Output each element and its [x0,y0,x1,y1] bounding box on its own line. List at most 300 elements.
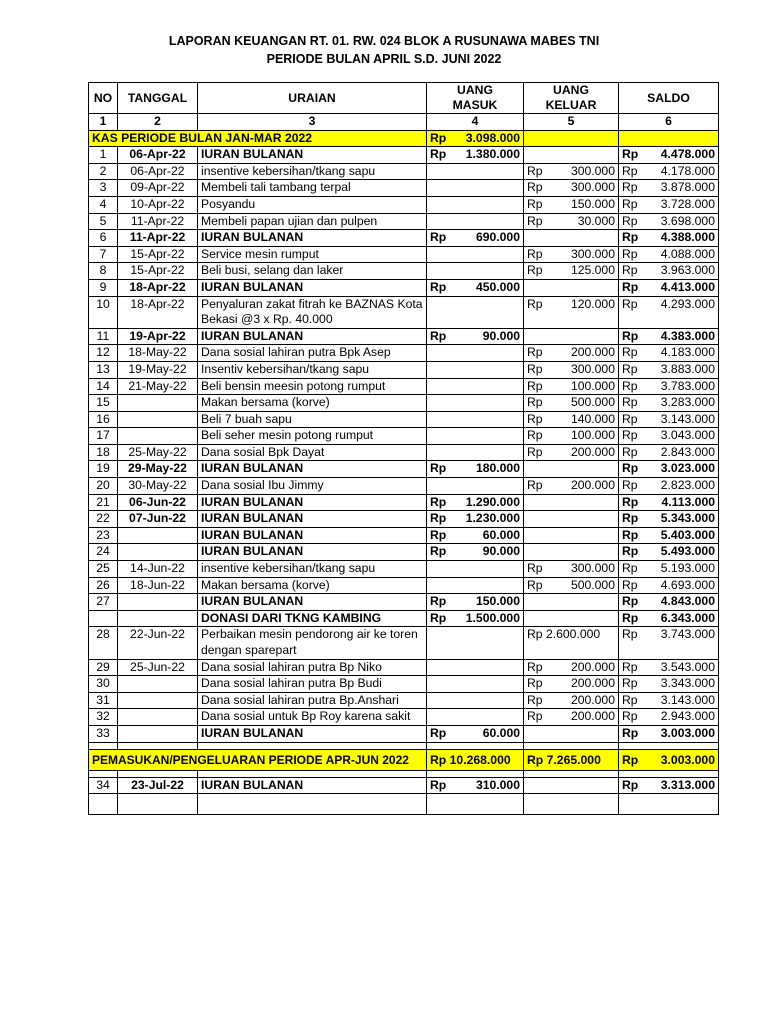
row-saldo-value: 3.543.000 [660,659,715,674]
row-keluar [524,180,619,197]
row-date [118,395,198,412]
row-description: IURAN BULANAN [198,279,427,296]
row-date [118,610,198,627]
row-masuk [427,478,524,495]
summary-saldo-value: 3.003.000 [660,752,715,767]
row-saldo-value: 4.113.000 [661,494,715,509]
table-row [89,411,719,428]
row-keluar-wrap [527,345,615,361]
row-saldo-value: 3.343.000 [660,676,715,691]
opening-keluar [524,130,619,147]
column-number: 4 [427,114,524,131]
currency-label: Rp [430,777,447,792]
row-masuk [427,511,524,528]
row-description: Service mesin rumput [198,246,427,263]
row-keluar-wrap [527,412,615,428]
row-keluar [524,577,619,594]
table-row [89,296,719,328]
currency-label: Rp [622,610,639,625]
row-saldo [619,230,719,247]
row-number: 25 [89,561,118,578]
row-keluar-wrap [527,428,615,444]
row-saldo [619,610,719,627]
row-date: 29-May-22 [118,461,198,478]
header-uang-masuk-line2: MASUK [452,98,498,112]
row-date: 25-May-22 [118,444,198,461]
row-masuk-wrap [430,280,520,296]
row-number: 15 [89,395,118,412]
row-date: 11-Apr-22 [118,213,198,230]
row-saldo [619,777,719,794]
row-keluar-value: 200.000 [570,444,615,459]
opening-masuk [427,130,524,147]
row-masuk-wrap [430,544,520,560]
row-saldo [619,428,719,445]
row-masuk-wrap [430,147,520,163]
row-date: 18-Apr-22 [118,279,198,296]
row-masuk [427,610,524,627]
row-description: IURAN BULANAN [198,147,427,164]
row-date: 14-Jun-22 [118,561,198,578]
row-masuk [427,279,524,296]
table-row [89,263,719,280]
currency-label: Rp [622,263,638,278]
row-number: 6 [89,230,118,247]
row-keluar [524,147,619,164]
header-uang-keluar-line2: KELUAR [545,98,597,112]
header-tanggal: TANGGAL [118,83,198,114]
row-saldo-value: 3.878.000 [660,180,715,195]
currency-label: Rp [527,676,543,691]
row-date: 18-May-22 [118,345,198,362]
row-keluar-value: 120.000 [570,296,615,311]
spacer-cell [89,742,118,749]
currency-label: Rp [430,461,447,476]
row-saldo-wrap [622,511,715,527]
row-number: 29 [89,659,118,676]
row-date [118,594,198,611]
row-masuk-wrap [430,230,520,246]
row-number: 12 [89,345,118,362]
opening-label: KAS PERIODE BULAN JAN-MAR 2022 [89,130,427,147]
row-description: Dana sosial lahiran putra Bp Niko [198,659,427,676]
spacer-cell [118,742,198,749]
row-saldo [619,263,719,280]
row-keluar-wrap [527,676,615,692]
row-saldo [619,296,719,328]
row-saldo-value: 4.183.000 [660,345,715,360]
row-keluar-value: 300.000 [570,561,615,576]
row-masuk-value: 450.000 [475,279,520,294]
row-saldo-value: 5.193.000 [660,561,715,576]
row-date: 19-May-22 [118,361,198,378]
row-saldo [619,395,719,412]
spacer-cell [118,770,198,777]
row-saldo-wrap [622,561,715,577]
table-row [89,561,719,578]
row-keluar [524,263,619,280]
table-row [89,725,719,742]
spacer-cell [198,742,427,749]
spacer-row [89,742,719,749]
row-saldo-wrap [622,478,715,494]
empty-row [89,794,719,815]
currency-label: Rp [622,478,638,493]
row-date: 22-Jun-22 [118,627,198,659]
table-row [89,328,719,345]
currency-label: Rp [527,246,543,261]
currency-label: Rp [622,527,639,542]
row-masuk-wrap [430,511,520,527]
currency-label: Rp [622,511,639,526]
row-saldo [619,361,719,378]
row-saldo-value: 6.343.000 [660,610,715,625]
row-masuk [427,246,524,263]
row-saldo-wrap [622,214,715,230]
row-keluar [524,659,619,676]
row-masuk [427,527,524,544]
column-number: 2 [118,114,198,131]
summary-keluar: Rp 7.265.000 [524,749,619,770]
table-row [89,378,719,395]
currency-label: Rp [622,279,639,294]
row-keluar-value: 200.000 [570,345,615,360]
row-saldo-wrap [622,627,715,643]
table-row [89,147,719,164]
row-keluar-value: 300.000 [570,180,615,195]
table-row [89,494,719,511]
header-uang-masuk-line1: UANG [457,83,493,97]
row-saldo-value: 3.143.000 [660,411,715,426]
row-keluar [524,594,619,611]
row-saldo-wrap [622,428,715,444]
row-saldo [619,577,719,594]
row-keluar-value: 100.000 [570,378,615,393]
header-row [89,83,719,114]
currency-label: Rp [527,163,543,178]
row-number: 28 [89,627,118,659]
table-row [89,279,719,296]
row-saldo-wrap [622,726,715,742]
row-saldo-wrap [622,164,715,180]
row-masuk [427,577,524,594]
row-saldo-value: 3.283.000 [660,395,715,410]
row-saldo-wrap [622,280,715,296]
row-keluar [524,428,619,445]
row-saldo-value: 3.963.000 [660,263,715,278]
spacer-row [89,770,719,777]
row-date: 11-Apr-22 [118,230,198,247]
row-saldo [619,213,719,230]
spacer-cell [427,742,524,749]
currency-label: Rp [527,659,543,674]
row-saldo [619,561,719,578]
report-title: LAPORAN KEUANGAN RT. 01. RW. 024 BLOK A RUSUNAWA MABES TNI [168,34,600,48]
table-row [89,163,719,180]
currency-label: Rp [622,213,638,228]
row-saldo [619,444,719,461]
row-keluar [524,296,619,328]
table-row [89,213,719,230]
row-keluar-value: 300.000 [570,246,615,261]
row-masuk-wrap [430,461,520,477]
row-keluar [524,511,619,528]
row-saldo-wrap [622,379,715,395]
currency-label: Rp [622,196,638,211]
currency-label: Rp [622,378,638,393]
row-date: 23-Jul-22 [118,777,198,794]
row-keluar-value: 200.000 [570,659,615,674]
row-masuk-value: 1.500.000 [465,610,520,625]
row-masuk [427,444,524,461]
table-row [89,627,719,659]
row-saldo-value: 4.293.000 [660,296,715,311]
row-masuk [427,196,524,213]
currency-label: Rp [430,279,447,294]
currency-label: Rp [622,577,638,592]
row-saldo-value: 3.698.000 [660,213,715,228]
currency-label: Rp [622,163,638,178]
row-number: 9 [89,279,118,296]
table-row [89,676,719,693]
row-keluar [524,676,619,693]
row-number: 8 [89,263,118,280]
row-keluar [524,444,619,461]
row-keluar [524,725,619,742]
row-description: Insentiv kebersihan/tkang sapu [198,361,427,378]
row-masuk [427,594,524,611]
row-description: IURAN BULANAN [198,594,427,611]
spacer-cell [198,770,427,777]
row-saldo-value: 3.743.000 [660,627,715,642]
row-masuk-value: 1.230.000 [465,511,520,526]
table-row [89,180,719,197]
row-number: 16 [89,411,118,428]
row-keluar-wrap [527,709,615,725]
row-masuk [427,676,524,693]
row-keluar-value: 500.000 [570,577,615,592]
row-description: IURAN BULANAN [198,461,427,478]
row-date: 18-Apr-22 [118,296,198,328]
row-saldo-value: 4.088.000 [660,246,715,261]
spacer-cell [89,770,118,777]
row-keluar-wrap [527,214,615,230]
row-keluar [524,213,619,230]
row-saldo [619,494,719,511]
row-keluar [524,361,619,378]
row-keluar-value: 200.000 [570,692,615,707]
currency-label: Rp [622,544,639,559]
table-row [89,444,719,461]
row-description: Beli bensin meesin potong rumput [198,378,427,395]
table-row [89,246,719,263]
row-keluar [524,527,619,544]
currency-label: Rp [622,561,638,576]
row-masuk-wrap [430,329,520,345]
row-keluar-wrap [527,578,615,594]
row-masuk [427,361,524,378]
row-saldo-value: 4.843.000 [660,594,715,609]
row-saldo-value: 5.403.000 [660,527,715,542]
row-masuk [427,180,524,197]
currency-label: Rp [527,180,543,195]
row-date: 19-Apr-22 [118,328,198,345]
row-keluar-wrap [527,478,615,494]
row-masuk [427,659,524,676]
row-description: Makan bersama (korve) [198,395,427,412]
row-saldo [619,196,719,213]
row-keluar-wrap [527,164,615,180]
table-row [89,478,719,495]
summary-saldo-wrap [622,750,715,770]
row-keluar-value: 140.000 [570,411,615,426]
currency-label: Rp [430,544,447,559]
empty-cell [198,794,427,815]
row-keluar-value: 200.000 [570,676,615,691]
empty-cell [524,794,619,815]
currency-label: Rp [527,411,543,426]
currency-label: Rp [622,147,639,162]
row-saldo [619,478,719,495]
row-saldo-value: 2.843.000 [660,444,715,459]
row-masuk [427,296,524,328]
row-keluar [524,461,619,478]
row-masuk-wrap [430,495,520,511]
row-keluar-value: 200.000 [570,709,615,724]
row-number: 14 [89,378,118,395]
row-number: 20 [89,478,118,495]
row-date: 30-May-22 [118,478,198,495]
row-description: IURAN BULANAN [198,328,427,345]
row-number: 21 [89,494,118,511]
row-keluar-wrap [527,180,615,196]
row-keluar [524,610,619,627]
row-keluar-wrap [527,197,615,213]
currency-label: Rp [527,395,543,410]
currency-label: Rp [527,196,543,211]
row-saldo-wrap [622,197,715,213]
table-row [89,230,719,247]
row-saldo-wrap [622,345,715,361]
currency-label: Rp [527,561,543,576]
row-keluar-wrap [527,395,615,411]
currency-label: Rp [622,725,639,740]
row-saldo [619,527,719,544]
row-number: 1 [89,147,118,164]
row-keluar-value: 300.000 [570,163,615,178]
table-row [89,610,719,627]
table-row [89,511,719,528]
row-masuk-value: 690.000 [475,230,520,245]
currency-label: Rp [527,478,543,493]
row-masuk [427,163,524,180]
row-keluar [524,709,619,726]
currency-label: Rp [622,230,639,245]
row-saldo [619,328,719,345]
row-number: 27 [89,594,118,611]
row-saldo [619,511,719,528]
row-masuk-value: 60.000 [482,527,520,542]
row-saldo-wrap [622,230,715,246]
row-saldo-wrap [622,495,715,511]
header-uraian: URAIAN [198,83,427,114]
column-number-row [89,114,719,131]
row-number: 11 [89,328,118,345]
row-description: IURAN BULANAN [198,511,427,528]
row-keluar [524,395,619,412]
row-number: 34 [89,777,118,794]
spacer-cell [524,770,619,777]
row-masuk-wrap [430,726,520,742]
row-date: 21-May-22 [118,378,198,395]
row-saldo-wrap [622,445,715,461]
row-keluar-value: 30.000 [577,213,615,228]
row-keluar-value: 300.000 [570,361,615,376]
currency-label: Rp [430,610,447,625]
row-keluar-wrap [527,263,615,279]
row-saldo [619,594,719,611]
table-row [89,345,719,362]
row-date [118,527,198,544]
row-masuk [427,213,524,230]
row-saldo [619,411,719,428]
row-saldo [619,544,719,561]
row-masuk [427,709,524,726]
row-saldo-wrap [622,395,715,411]
currency-label: Rp [527,444,543,459]
row-number: 17 [89,428,118,445]
currency-label: Rp [527,378,543,393]
table-row [89,361,719,378]
row-saldo-value: 3.313.000 [660,777,715,792]
table-row [89,527,719,544]
row-keluar [524,777,619,794]
row-keluar [524,246,619,263]
currency-label: Rp [430,511,447,526]
row-saldo-value: 4.478.000 [660,147,715,162]
row-masuk [427,230,524,247]
ledger-body [89,83,719,815]
row-saldo [619,692,719,709]
row-saldo-value: 3.003.000 [660,725,715,740]
row-date: 09-Apr-22 [118,180,198,197]
row-masuk-value: 310.000 [475,777,520,792]
currency-label: Rp [622,752,639,767]
row-number: 7 [89,246,118,263]
row-saldo [619,676,719,693]
header-no: NO [89,83,118,114]
row-date: 07-Jun-22 [118,511,198,528]
row-description: Dana sosial lahiran putra Bp Budi [198,676,427,693]
row-date: 18-Jun-22 [118,577,198,594]
empty-cell [118,794,198,815]
row-number: 32 [89,709,118,726]
currency-label: Rp [527,361,543,376]
row-keluar [524,692,619,709]
currency-label: Rp [622,180,638,195]
row-saldo-wrap [622,362,715,378]
row-date [118,692,198,709]
row-saldo-wrap [622,660,715,676]
row-keluar [524,494,619,511]
row-description: Dana sosial Ibu Jimmy [198,478,427,495]
summary-masuk: Rp 10.268.000 [427,749,524,770]
row-saldo-value: 5.343.000 [660,511,715,526]
row-keluar-wrap [527,247,615,263]
row-saldo-value: 2.823.000 [660,478,715,493]
opening-balance-row [89,130,719,147]
row-saldo-wrap [622,247,715,263]
